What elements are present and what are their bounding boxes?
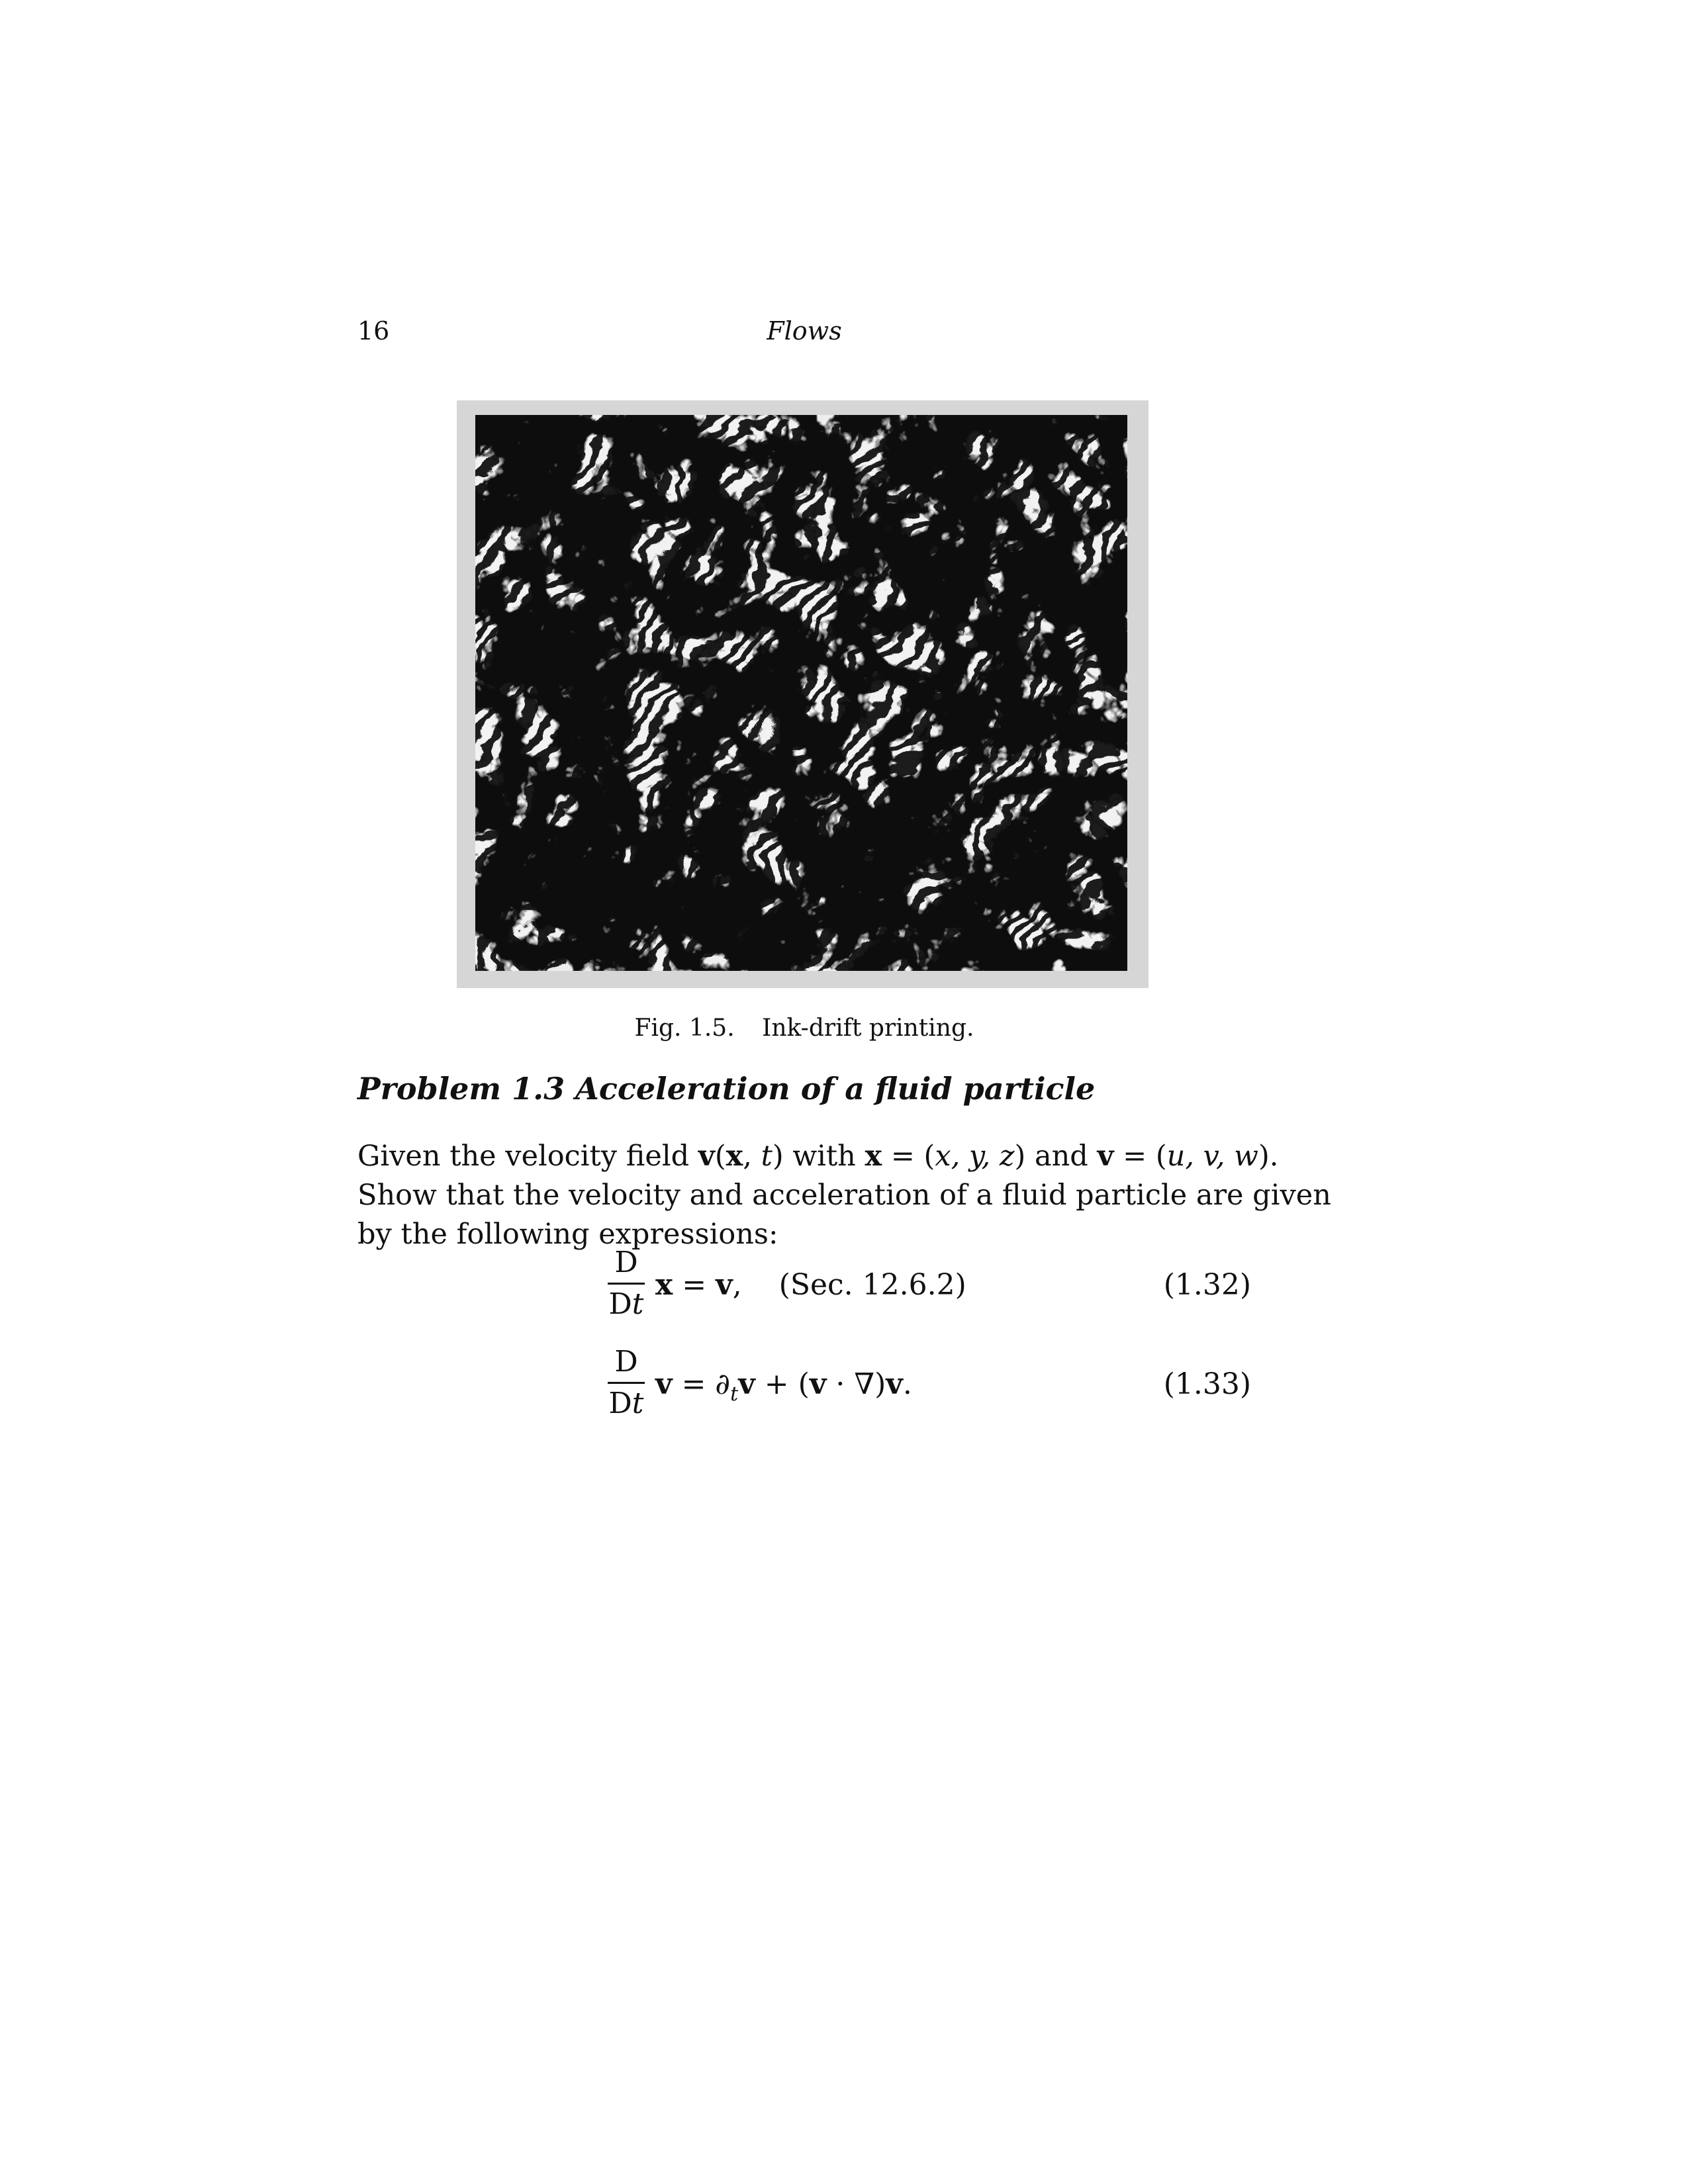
equation-rhs [655, 1367, 912, 1406]
figure-caption-text: Ink-drift printing. [762, 1015, 974, 1042]
fraction-denominator [608, 1385, 645, 1422]
text-run: ). [1258, 1140, 1279, 1173]
math-bold: v [1097, 1140, 1114, 1173]
math-bold: v [655, 1367, 673, 1401]
text-run: = ( [1113, 1140, 1167, 1173]
text-run: . [902, 1367, 912, 1401]
text-run: = ( [882, 1140, 935, 1173]
text-run: = [673, 1268, 716, 1302]
text-run: ) with [772, 1140, 865, 1173]
statement-line-2: Show that the velocity and acceleration of a fluid particle are given [357, 1179, 1331, 1212]
math-bold: v [809, 1367, 827, 1401]
math-bold: v [698, 1140, 715, 1173]
text-run: + ( [755, 1367, 810, 1401]
equation-rhs [655, 1268, 966, 1302]
equation-1-32 [357, 1244, 1251, 1330]
math-bold: v [738, 1367, 755, 1401]
statement-line-1 [357, 1137, 1279, 1176]
math-bold: x [865, 1140, 882, 1173]
math-bold: v [716, 1268, 733, 1302]
text-run: , [732, 1268, 742, 1302]
math-bold: x [726, 1140, 743, 1173]
text-run: ) and [1014, 1140, 1098, 1173]
figure-label: Fig. 1.5. [634, 1015, 735, 1042]
ink-drift-figure [457, 400, 1149, 988]
math-italic: t [761, 1140, 773, 1173]
problem-heading: Problem 1.3 Acceleration of a fluid particle [357, 1071, 1096, 1107]
statement-line-3: by the following expressions: [357, 1218, 778, 1251]
math-italic: u, v, w [1166, 1140, 1258, 1173]
math-bold: v [886, 1367, 903, 1401]
math-subscript: t [730, 1382, 739, 1406]
text-run: Given the velocity field [357, 1140, 698, 1173]
text-run: · ∇) [826, 1367, 886, 1401]
math-bold: x [655, 1268, 673, 1302]
math-italic: t [632, 1387, 644, 1420]
ink-drift-image [457, 400, 1149, 988]
text-run: D [608, 1387, 632, 1420]
fraction-numerator: D [614, 1246, 638, 1279]
text-run: D [608, 1287, 632, 1321]
material-derivative-fraction [608, 1244, 645, 1323]
page-number: 16 [357, 316, 390, 345]
equation-number: (1.33) [1163, 1367, 1251, 1401]
text-run: = ∂ [672, 1367, 731, 1401]
problem-statement [357, 1137, 1331, 1254]
fraction-denominator [608, 1286, 645, 1323]
equation-1-33 [357, 1343, 1251, 1430]
math-italic: x, y, z [935, 1140, 1015, 1173]
math-italic: t [632, 1287, 644, 1321]
running-head [357, 316, 1251, 356]
fraction-bar [608, 1382, 645, 1384]
figure-caption [357, 1015, 1251, 1042]
material-derivative-fraction [608, 1343, 645, 1422]
text-run: ( [714, 1140, 726, 1173]
fraction-bar [608, 1283, 645, 1285]
fraction-numerator: D [614, 1345, 638, 1379]
section-reference: (Sec. 12.6.2) [778, 1268, 966, 1302]
running-title: Flows [767, 316, 842, 345]
equation-number: (1.32) [1163, 1268, 1251, 1302]
text-run: , [743, 1140, 761, 1173]
